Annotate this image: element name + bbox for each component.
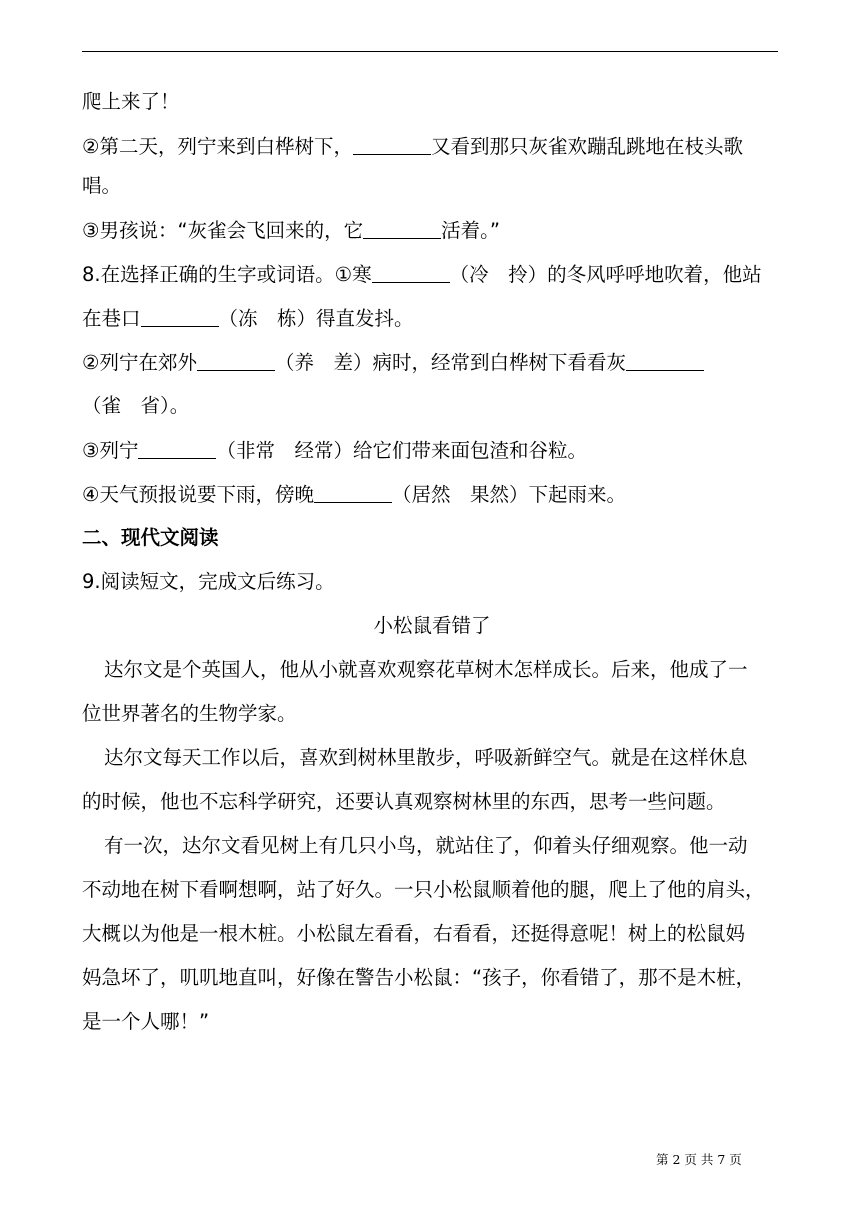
passage-p3-line: 有一次，达尔文看见树上有几只小鸟，就站住了，仰着头仔细观察。他一动 bbox=[104, 834, 748, 857]
answer-blank[interactable] bbox=[353, 132, 431, 155]
q7-item-2: ②第二天，列宁来到白桦树下， 又看到那只灰雀欢蹦乱跳地在枝头歌 bbox=[82, 132, 782, 172]
q8-item-2: ②列宁在郊外 （养 差）病时，经常到白桦树下看看灰 bbox=[82, 348, 782, 392]
q7-item-3: ③男孩说：“灰雀会飞回来的，它 活着。” bbox=[82, 216, 782, 260]
passage-p3-line: 大概以为他是一根木桩。小松鼠左看看，右看看，还挺得意呢！树上的松鼠妈 bbox=[82, 922, 746, 945]
q8-line-2: 在巷口 （冻 栋）得直发抖。 bbox=[82, 304, 782, 348]
answer-blank[interactable] bbox=[626, 348, 704, 371]
answer-blank[interactable] bbox=[141, 304, 219, 327]
q8-line-1: 8.在选择正确的生字或词语。①寒 （冷 拎）的冬风呼呼地吹着，他站 bbox=[82, 260, 782, 304]
passage-p2-line: 达尔文每天工作以后，喜欢到树林里散步，呼吸新鲜空气。就是在这样休息 bbox=[104, 746, 748, 769]
q8-item-4: ④天气预报说要下雨，傍晚 （居然 果然）下起雨来。 bbox=[82, 480, 782, 524]
q7-item-2-cont: 唱。 bbox=[82, 174, 122, 197]
answer-blank[interactable] bbox=[314, 480, 392, 503]
passage-p3-line: 是一个人哪！” bbox=[82, 1010, 210, 1033]
passage-p3-line: 妈急坏了，叽叽地直叫，好像在警告小松鼠：“孩子，你看错了，那不是木桩， bbox=[82, 966, 756, 989]
answer-blank[interactable] bbox=[197, 348, 275, 371]
passage-title: 小松鼠看错了 bbox=[373, 614, 491, 637]
q8-item-3: ③列宁 （非常 经常）给它们带来面包渣和谷粒。 bbox=[82, 436, 782, 480]
header-rule bbox=[82, 51, 778, 52]
passage-p1-line: 达尔文是个英国人，他从小就喜欢观察花草树木怎样成长。后来，他成了一 bbox=[104, 658, 748, 681]
answer-blank[interactable] bbox=[363, 216, 441, 239]
section-heading: 二、现代文阅读 bbox=[82, 526, 219, 549]
answer-blank[interactable] bbox=[138, 436, 216, 459]
document-body bbox=[82, 88, 782, 1052]
passage-p2-line: 的时候，他也不忘科学研究，还要认真观察树林里的东西，思考一些问题。 bbox=[82, 790, 726, 813]
passage-p3-line: 不动地在树下看啊想啊，站了好久。一只小松鼠顺着他的腿，爬上了他的肩头， bbox=[82, 878, 765, 901]
passage-p1-line: 位世界著名的生物学家。 bbox=[82, 702, 297, 725]
answer-blank[interactable] bbox=[372, 260, 450, 283]
q7-continuation: 爬上来了！ bbox=[82, 90, 180, 113]
q9-prompt: 9.阅读短文，完成文后练习。 bbox=[82, 570, 335, 593]
q8-item-2-cont: （雀 省）。 bbox=[82, 394, 190, 417]
page-number: 第 2 页 共 7 页 bbox=[656, 1152, 742, 1167]
